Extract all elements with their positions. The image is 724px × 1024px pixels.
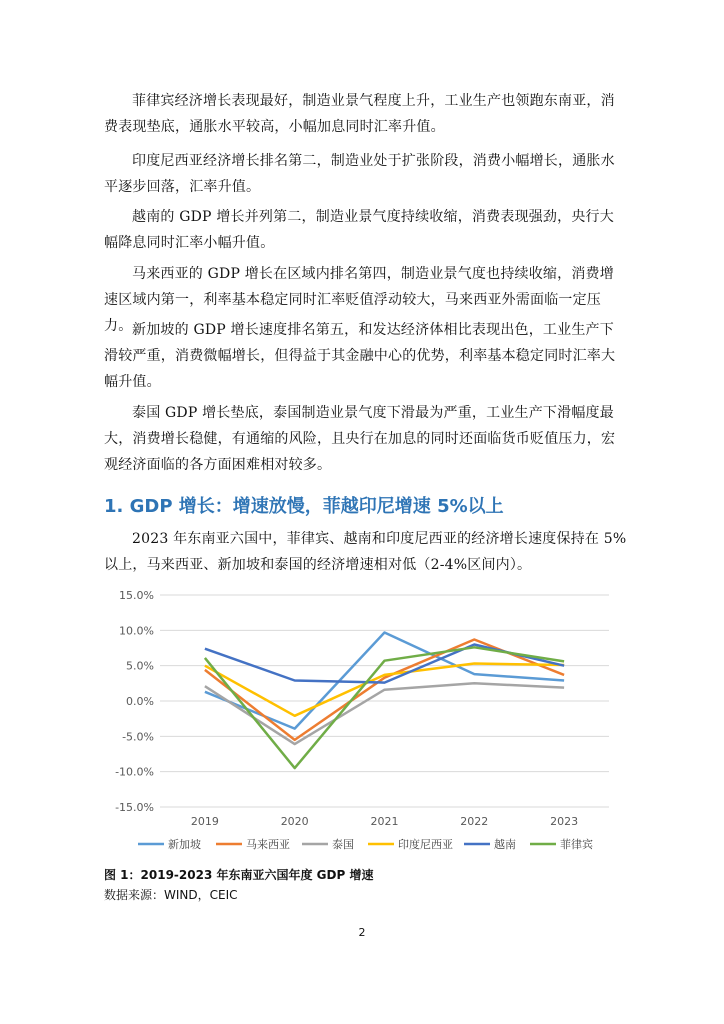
y-tick-label: 10.0% [119, 624, 154, 638]
y-tick-label: 0.0% [126, 695, 154, 708]
legend-label: 印度尼西亚 [398, 838, 453, 851]
gdp-growth-line-chart [104, 586, 624, 861]
series-line-0 [205, 633, 564, 729]
y-tick-label: -5.0% [122, 730, 154, 744]
page-number: 2 [358, 926, 366, 939]
paragraph-vietnam: 越南的 GDP 增长并列第二，制造业景气度持续收缩，消费表现强劲，央行大幅降息同时汇率小幅升值。 [104, 209, 614, 251]
paragraph-indonesia: 印度尼西亚经济增长排名第二，制造业处于扩张阶段，消费小幅增长，通胀水平逐步回落，汇率升值。 [104, 153, 615, 195]
figure-caption: 图 1：2019-2023 年东南亚六国年度 GDP 增速 [104, 868, 374, 882]
section-paragraph: 2023 年东南亚六国中，菲律宾、越南和印度尼西亚的经济增长速度保持在 5%以上，马来西亚、新加坡和泰国的经济增速相对低（2-4%区间内）。 [104, 531, 627, 573]
y-tick-label: -15.0% [115, 801, 154, 814]
legend-label: 泰国 [332, 838, 354, 851]
paragraph-singapore: 新加坡的 GDP 增长速度排名第五，和发达经济体相比表现出色，工业生产下滑较严重，消费微幅增长，但得益于其金融中心的优势，利率基本稳定同时汇率大幅升值。 [104, 322, 616, 390]
x-tick-label: 2023 [550, 815, 579, 828]
y-tick-label: 5.0% [126, 659, 154, 673]
x-tick-label: 2019 [190, 815, 219, 828]
paragraph-philippines: 菲律宾经济增长表现最好，制造业景气程度上升，工业生产也领跑东南亚，消费表现垫底，通胀水平较高，小幅加息同时汇率升值。 [104, 93, 615, 135]
legend-label: 马来西亚 [246, 838, 290, 851]
legend-label: 菲律宾 [560, 838, 593, 851]
legend-label: 越南 [494, 838, 516, 851]
x-tick-label: 2022 [460, 815, 489, 828]
legend-label: 新加坡 [168, 838, 201, 851]
x-tick-label: 2020 [280, 815, 309, 828]
section-heading: 1. GDP 增长：增速放慢，菲越印尼增速 5%以上 [104, 496, 504, 517]
paragraph-malaysia: 马来西亚的 GDP 增长在区域内排名第四，制造业景气度也持续收缩，消费增速区域内第一，利率基本稳定同时汇率贬值浮动较大，马来西亚外需面临一定压力。 [104, 266, 614, 334]
y-tick-label: 15.0% [119, 589, 154, 602]
x-tick-label: 2021 [370, 815, 399, 828]
figure-source: 数据来源：WIND，CEIC [104, 888, 238, 902]
paragraph-thailand: 泰国 GDP 增长垫底，泰国制造业景气度下滑最为严重，工业生产下滑幅度最大，消费增长稳健，有通缩的风险，且央行在加息的同时还面临货币贬值压力，宏观经济面临的各方面困难相对较多。 [104, 405, 616, 473]
y-tick-label: -10.0% [115, 765, 154, 779]
